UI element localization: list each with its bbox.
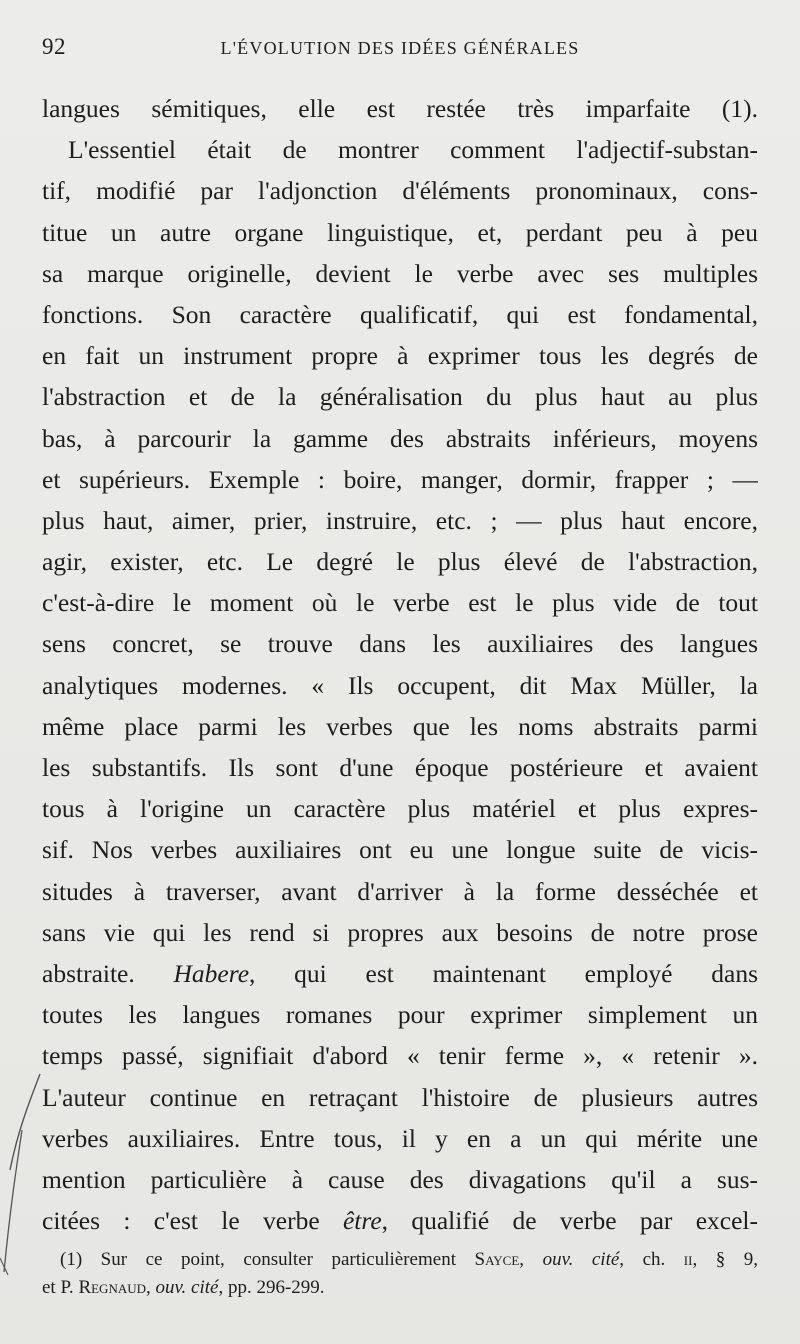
text-run: , qui est maintenant employé dans: [249, 958, 758, 988]
text-run: abstraite.: [42, 958, 135, 988]
text-line: titue un autre organe linguistique, et, perdant peu à peu: [42, 217, 758, 247]
text-run: citées : c'est le verbe: [42, 1206, 320, 1236]
text-line: l'abstraction et de la généralisation du plus haut au plus: [42, 382, 758, 412]
text-line: bas, à parcourir la gamme des abstraits inférieurs, moyens: [42, 423, 758, 453]
text-line: mention particulière à cause des divagations qu'il a sus-: [42, 1164, 758, 1194]
text-line: temps passé, signifiait d'abord « tenir ferme », « retenir ».: [42, 1041, 758, 1071]
footnote-author-regnaud: Regnaud: [78, 1277, 146, 1298]
text-run: , qualifié de verbe par excel-: [381, 1206, 758, 1236]
text-line: toutes les langues romanes pour exprimer simplement un: [42, 1000, 758, 1030]
running-title: L'ÉVOLUTION DES IDÉES GÉNÉRALES: [220, 38, 580, 58]
body-text: [42, 88, 758, 1241]
text-line: L'auteur continue en retraçant l'histoire de plusieurs autres: [42, 1082, 758, 1112]
footnote: [42, 1246, 758, 1302]
page-number: 92: [42, 34, 66, 59]
text-line: plus haut, aimer, prier, instruire, etc. ; — plus haut encore,: [42, 505, 758, 535]
pencil-margin-mark: [0, 1060, 60, 1280]
footnote-text: ,: [146, 1277, 151, 1298]
text-line: [42, 1200, 758, 1241]
footnote-text: , ch.: [619, 1249, 666, 1270]
text-line: les substantifs. Ils sont d'une époque postérieure et avaient: [42, 753, 758, 782]
text-line: et supérieurs. Exemple : boire, manger, dormir, frapper ; —: [42, 464, 758, 494]
footnote-line: [42, 1274, 758, 1302]
footnote-text: , § 9,: [692, 1249, 759, 1270]
text-line: langues sémitiques, elle est restée très imparfaite (1).: [42, 94, 758, 123]
text-line: sif. Nos verbes auxiliaires ont eu une longue suite de vicis-: [42, 835, 758, 865]
text-line: c'est-à-dire le moment où le verbe est le plus vide de tout: [42, 588, 758, 618]
footnote-line: [42, 1246, 758, 1274]
page-header: [42, 34, 758, 70]
footnote-ouv-cite: ouv. cité: [155, 1277, 219, 1298]
text-line: fonctions. Son caractère qualificatif, qui est fondamental,: [42, 299, 758, 329]
text-line: agir, exister, etc. Le degré le plus élevé de l'abstraction,: [42, 547, 758, 577]
italic-term-etre: être: [342, 1206, 382, 1236]
text-line: sa marque originelle, devient le verbe avec ses multiples: [42, 258, 758, 288]
footnote-chapter-numeral: ii: [683, 1249, 693, 1270]
text-line: tous à l'origine un caractère plus matériel et plus expres-: [42, 794, 758, 824]
text-line: sens concret, se trouve dans les auxiliaires des langues: [42, 629, 758, 659]
text-line: verbes auxiliaires. Entre tous, il y en a un qui mérite une: [42, 1123, 758, 1153]
text-line: même place parmi les verbes que les noms abstraits parmi: [42, 711, 758, 741]
text-line: situdes à traverser, avant d'arriver à la forme desséchée et: [42, 876, 758, 906]
text-line: analytiques modernes. « Ils occupent, dit Max Müller, la: [42, 670, 758, 700]
text-line: L'essentiel était de montrer comment l'adjectif-substan-: [68, 135, 758, 165]
text-line: sans vie qui les rend si propres aux besoins de notre prose: [42, 917, 758, 947]
footnote-text: et P.: [42, 1277, 74, 1298]
footnote-text: (1) Sur ce point, consulter particulièrement: [60, 1249, 456, 1270]
footnote-ouv-cite: ouv. cité: [542, 1249, 620, 1270]
footnote-text: ,: [519, 1249, 525, 1270]
footnote-text: , pp. 296-299.: [218, 1277, 325, 1298]
footnote-author-sayce: Sayce: [474, 1249, 520, 1270]
italic-term-habere: Habere: [173, 958, 250, 988]
text-line: [42, 953, 758, 994]
text-line: en fait un instrument propre à exprimer tous les degrés de: [42, 341, 758, 371]
text-line: tif, modifié par l'adjonction d'éléments pronominaux, cons-: [42, 176, 758, 206]
